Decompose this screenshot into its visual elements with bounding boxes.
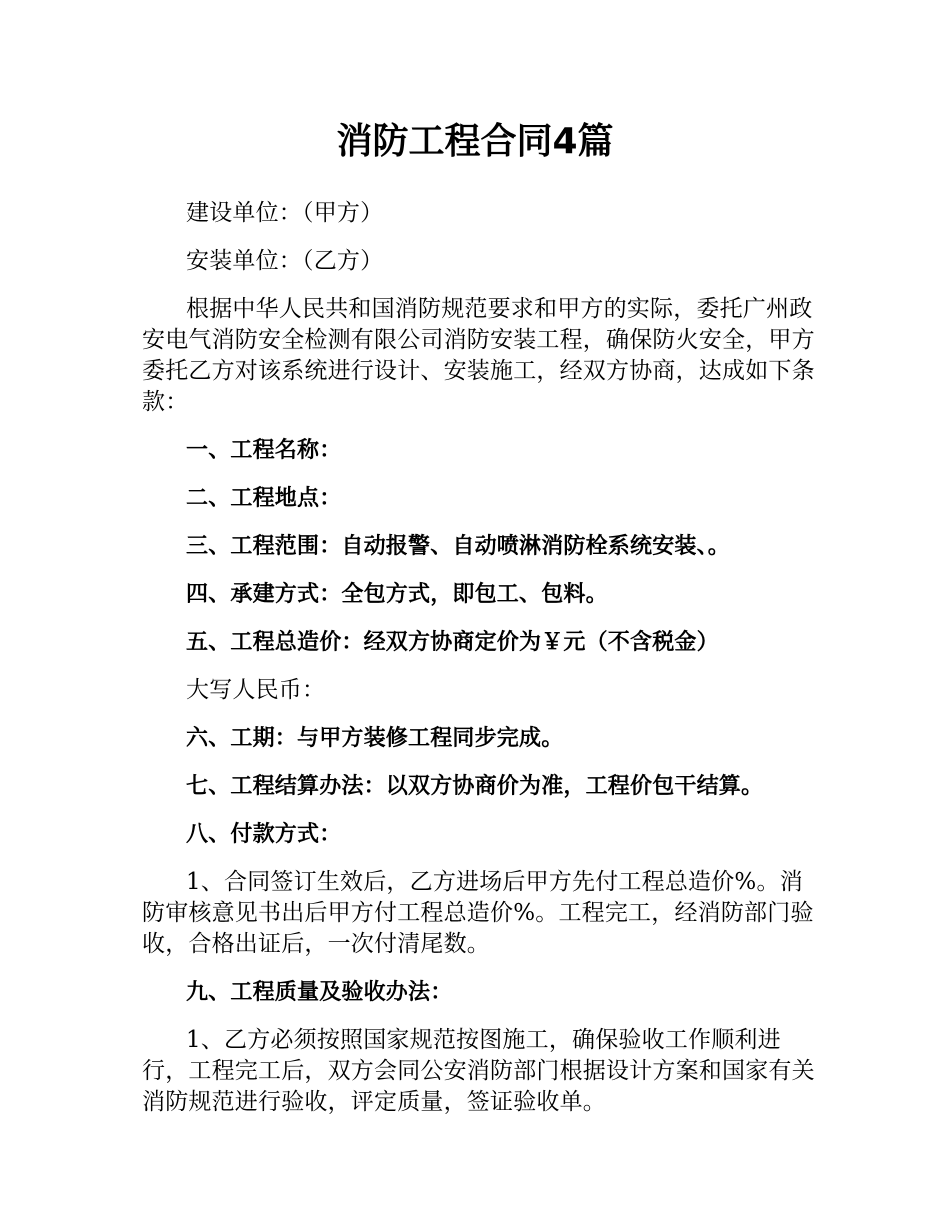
- paragraph-amount-in-words: 大写人民币：: [186, 677, 326, 703]
- clause-total-cost: 五、工程总造价：经双方协商定价为￥元（不含税金）: [186, 630, 719, 655]
- paragraph-installation-unit: 安装单位：（乙方）: [186, 248, 384, 274]
- paragraph-quality-terms: 1、乙方必须按照国家规范按图施工，确保验收工作顺利进行，工程完工后，双方会同公安消防部门根据设计方案和国家有关消防规范进行验收，评定质量，签证验收单。: [142, 1027, 815, 1115]
- paragraph-construction-unit: 建设单位：（甲方）: [186, 200, 384, 226]
- clause-project-name: 一、工程名称：: [186, 438, 342, 463]
- document-body: [142, 198, 822, 1135]
- clause-settlement: 七、工程结算办法：以双方协商价为准，工程价包干结算。: [186, 774, 764, 799]
- clause-contract-method: 四、承建方式：全包方式，即包工、包料。: [186, 582, 608, 607]
- clause-payment-method: 八、付款方式：: [186, 822, 342, 847]
- paragraph-payment-terms: 1、合同签订生效后，乙方进场后甲方先付工程总造价%。消防审核意见书出后甲方付工程总造价%。工程完工，经消防部门验收，合格出证后，一次付清尾数。: [142, 869, 814, 957]
- clause-project-scope: 三、工程范围：自动报警、自动喷淋消防栓系统安装、。: [186, 534, 731, 559]
- paragraph-preamble: 根据中华人民共和国消防规范要求和甲方的实际，委托广州政安电气消防安全检测有限公司消防安装工程，确保防火安全，甲方委托乙方对该系统进行设计、安装施工，经双方协商，达成如下条款：: [142, 296, 815, 415]
- clause-project-location: 二、工程地点：: [186, 486, 342, 511]
- clause-quality-acceptance: 九、工程质量及验收办法：: [186, 980, 453, 1005]
- document-title: 消防工程合同4篇: [336, 121, 614, 162]
- clause-schedule: 六、工期：与甲方装修工程同步完成。: [186, 726, 564, 751]
